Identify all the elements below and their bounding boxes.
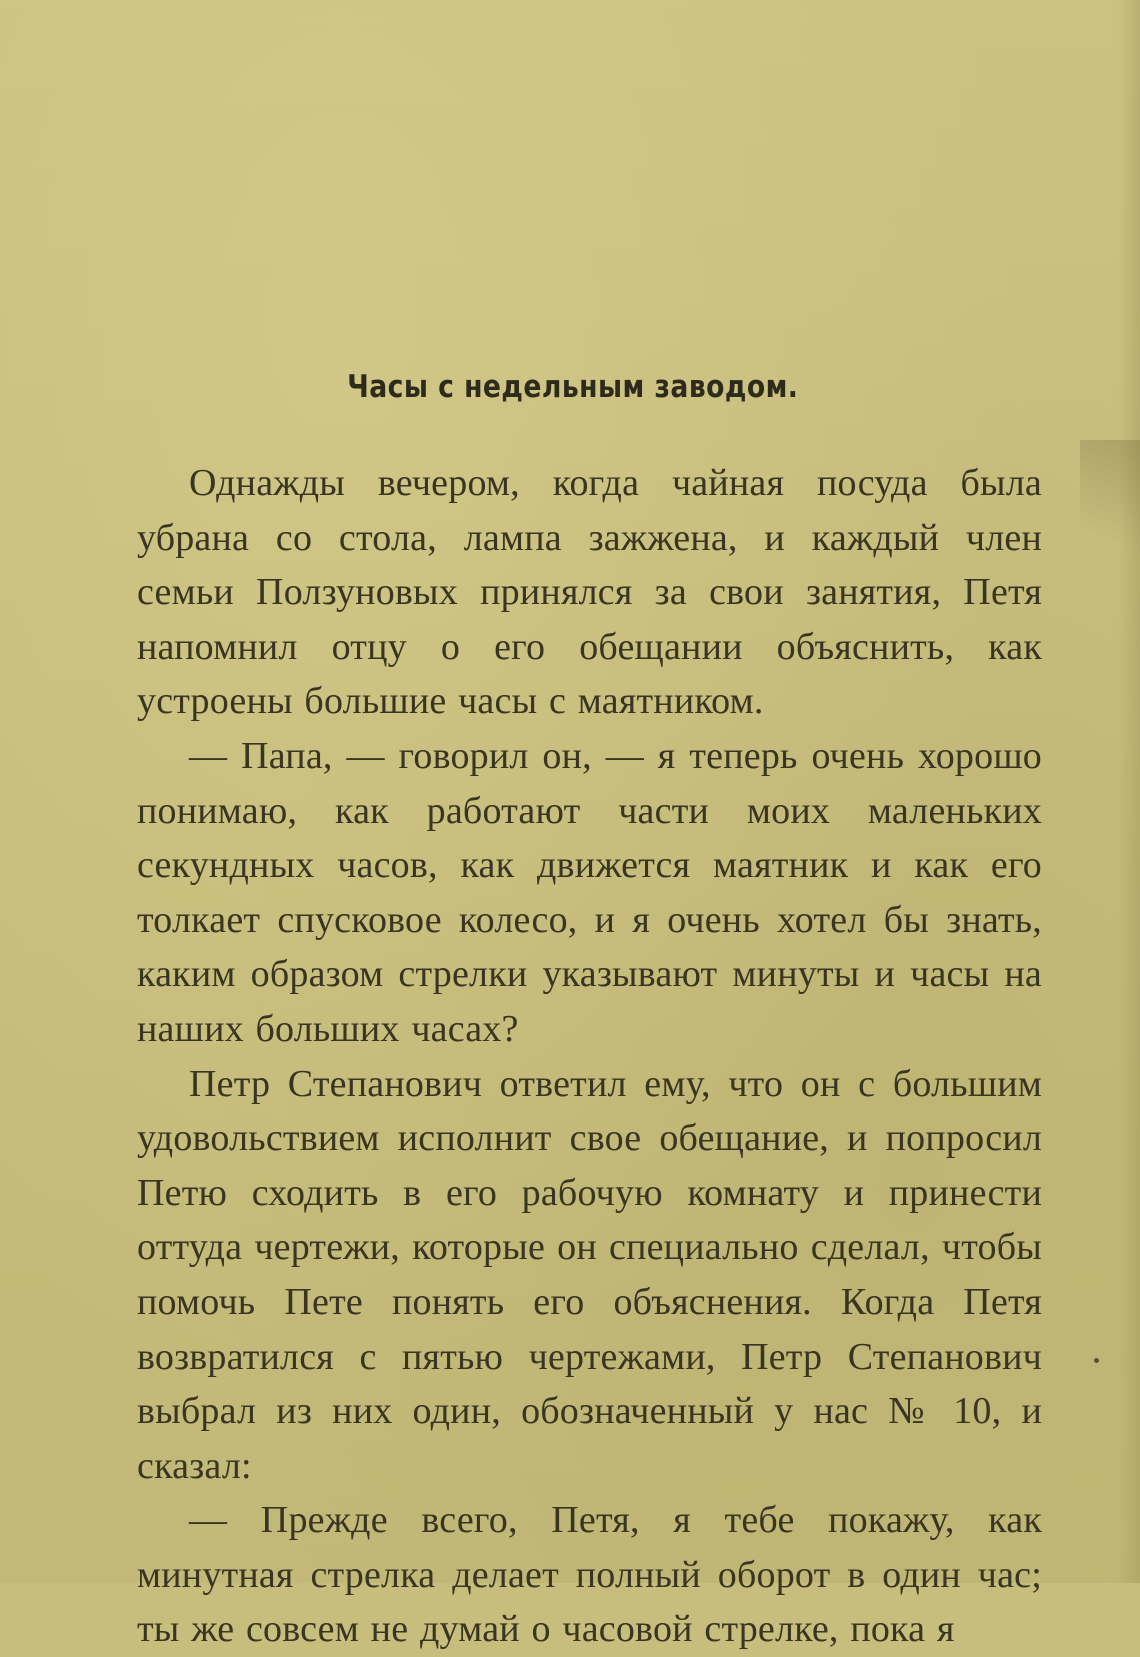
body-text [137,456,1042,1657]
page-fold-mark [1080,440,1140,580]
page-edge-shadow [1118,0,1140,1583]
paragraph-1: Однажды вечером, когда чайная посуда была убрана со стола, лампа зажжена, и каждый член семьи Ползуновых принялся за свои занятия, Петя напомнил отцу о его обещании объяснить, как устроены большие часы с маятником. [137,462,1042,723]
paragraph-2: — Папа, — говорил он, — я теперь очень хорошо понимаю, как работают части моих маленьких секундных часов, как движется маятник и как его толкает спусковое колесо, и я очень хотел бы знать, каким образом стрелки указывают минуты и часы на наших больших часах? [137,734,1042,1050]
ink-speck [1094,1358,1099,1363]
chapter-title: Часы с недельным заводом. [347,369,799,405]
paragraph-4: — Прежде всего, Петя, я тебе покажу, как минутная стрелка делает полный оборот в один час; ты же совсем не думай о часовой стрелке, пока я [137,1499,1042,1651]
paragraph-3: Петр Степанович ответил ему, что он с большим удовольствием исполнит свое обещание, и попросил Петю сходить в его рабочую комнату и принести оттуда чертежи, которые он специально сделал, чтобы помочь Пете понять его объяснения. Когда Петя возвратился с пятью чертежами, Петр Степанович выбрал из них один, обозначенный у нас № 10, и сказал: [137,1062,1042,1487]
